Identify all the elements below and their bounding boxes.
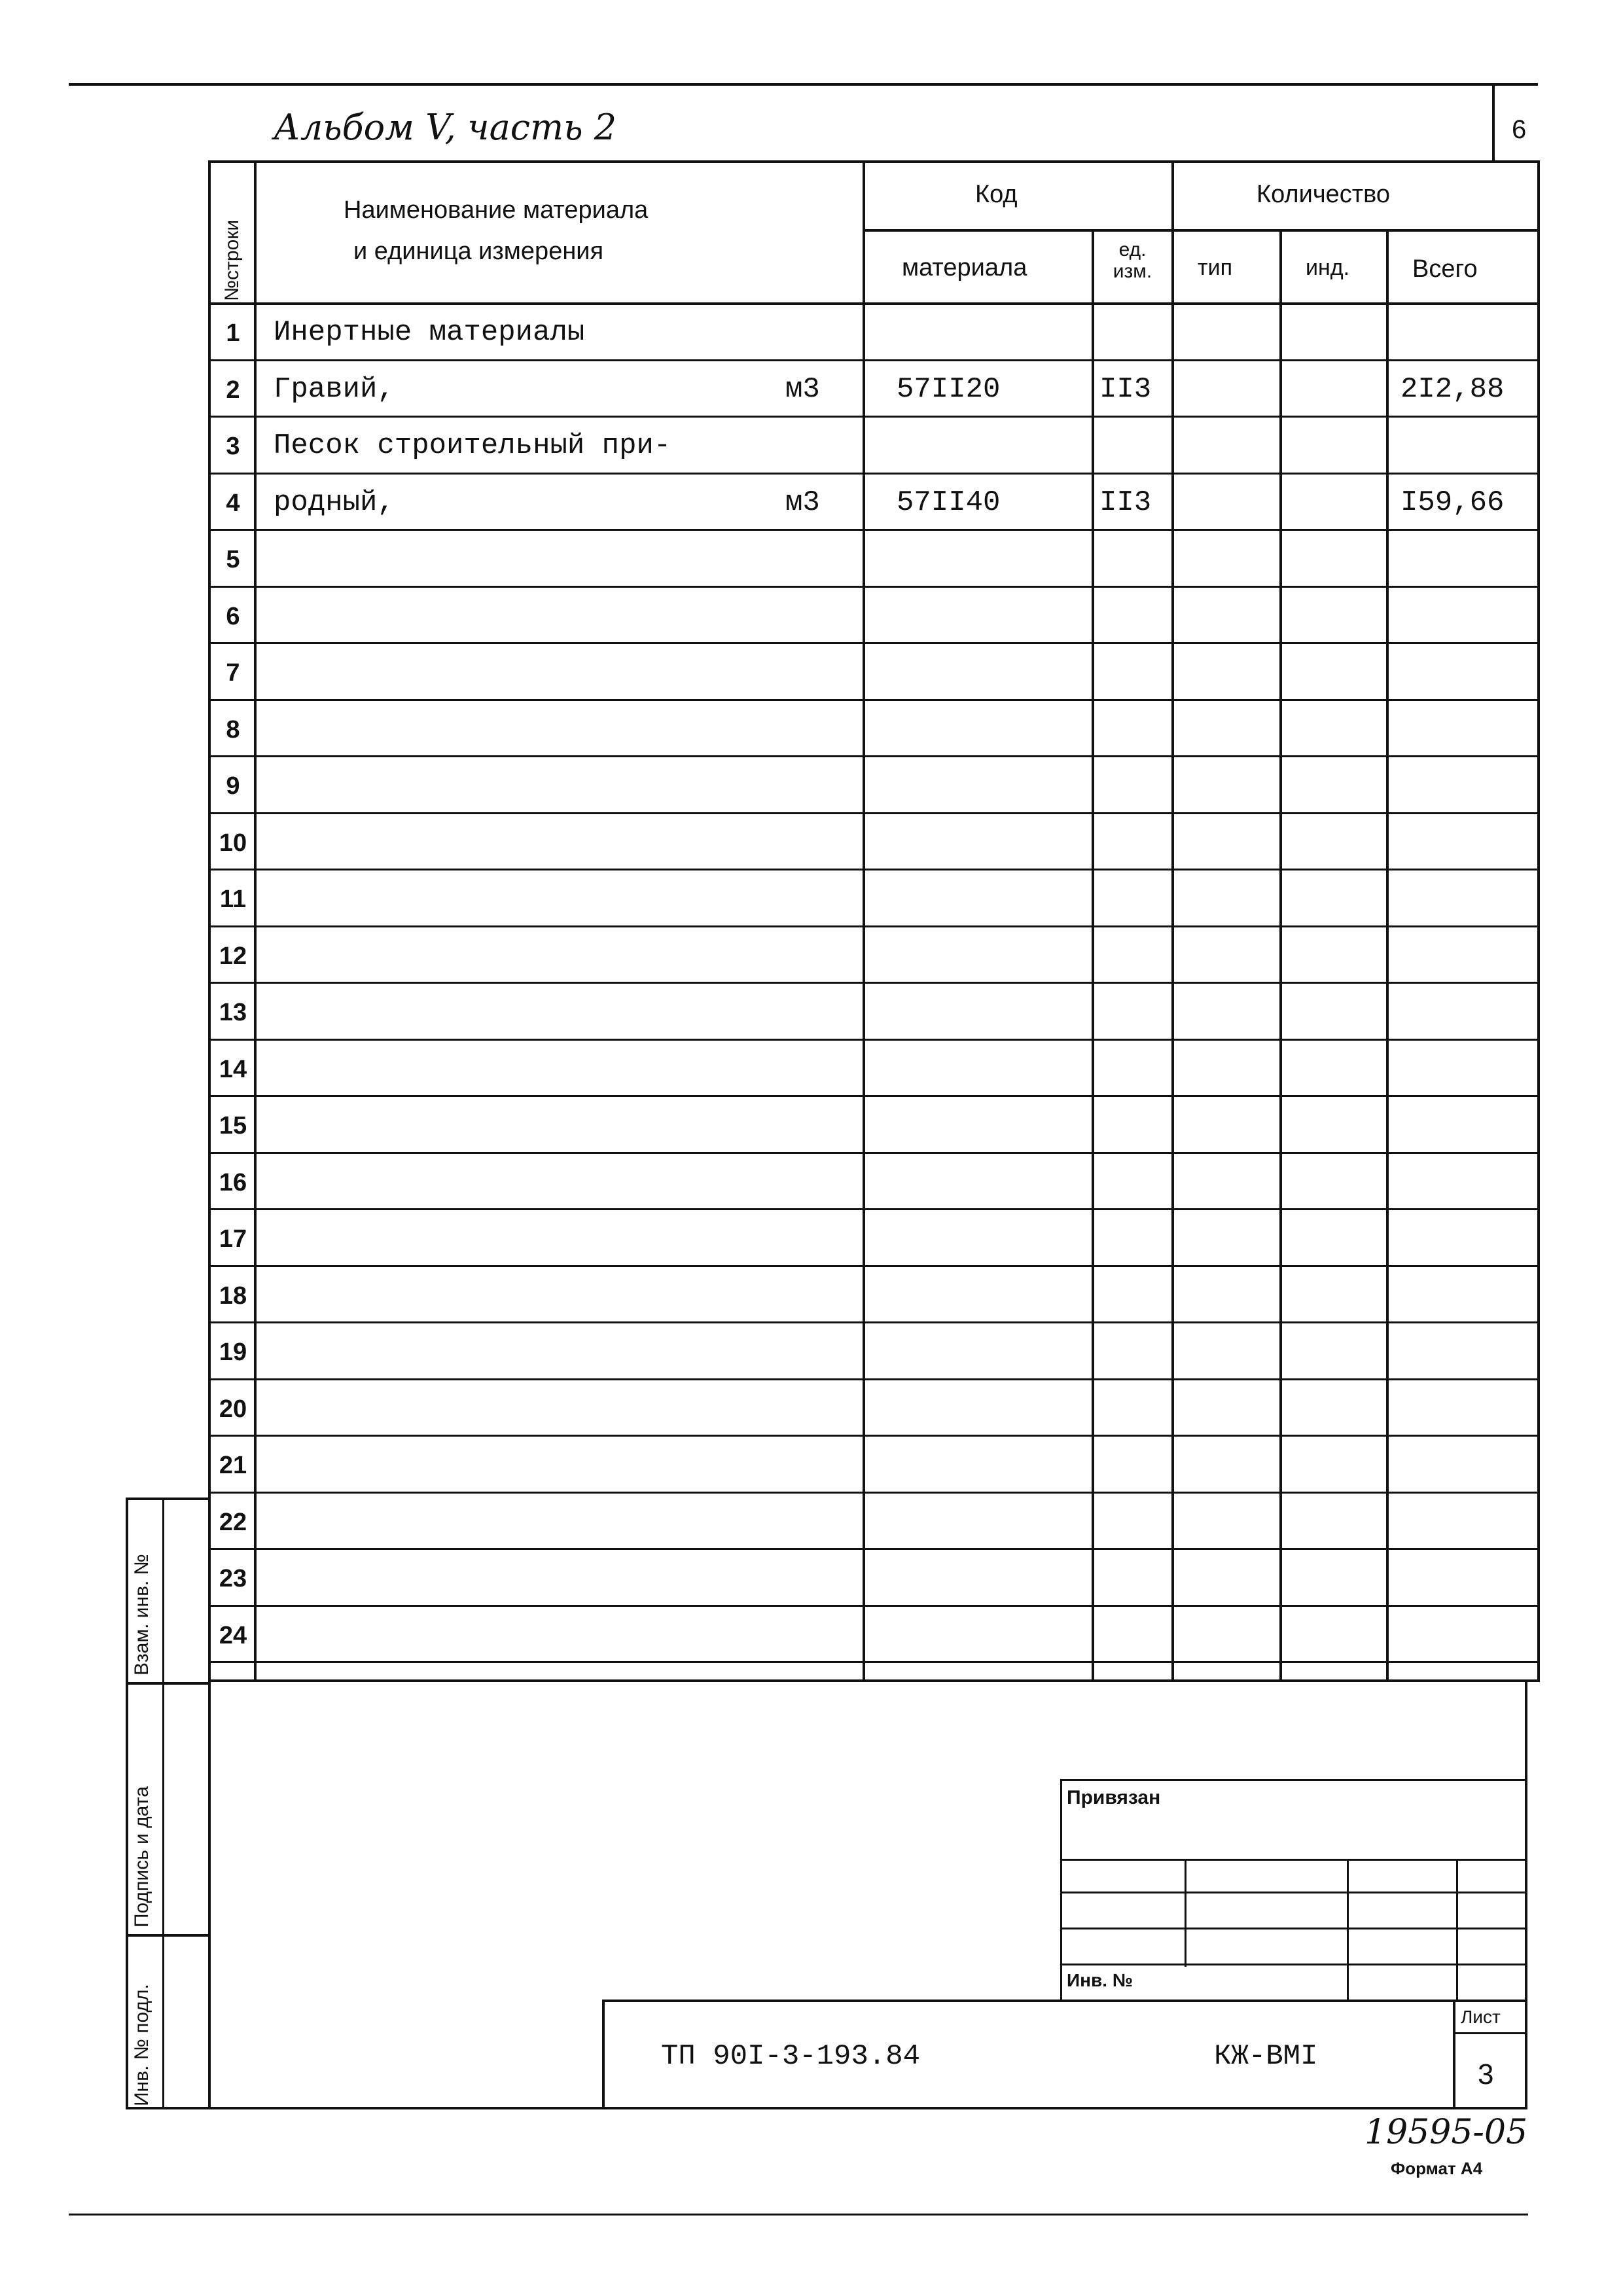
- privyazan-col-3: [1456, 1859, 1458, 2001]
- row-line: [208, 642, 1540, 644]
- material-name: родный,: [274, 486, 395, 519]
- row-number: 18: [219, 1282, 247, 1310]
- col-name-header: Наименование материала: [344, 196, 649, 224]
- row-line: [208, 416, 1540, 418]
- unit-code: II3: [1099, 373, 1152, 406]
- material-unit: м3: [785, 373, 820, 406]
- row-line: [208, 1378, 1540, 1380]
- col-line-6: [1386, 229, 1389, 1682]
- row-number: 8: [226, 716, 240, 744]
- col-row-no-header: №строки: [221, 219, 243, 301]
- material-unit: м3: [785, 486, 820, 519]
- col-line-1: [254, 160, 257, 1682]
- doc-mark: КЖ-ВМI: [1214, 2040, 1318, 2073]
- row-line: [208, 1321, 1540, 1323]
- inv-no-label: Инв. №: [1067, 1970, 1133, 1990]
- row-number: 12: [219, 942, 247, 970]
- row-line: [208, 1435, 1540, 1437]
- col-code-unit-header: ед. изм.: [1113, 239, 1152, 282]
- col-qty-header: Количество: [1257, 181, 1391, 208]
- col-line-3: [1092, 229, 1094, 1682]
- row-line: [208, 869, 1540, 870]
- row-line: [208, 1605, 1540, 1607]
- row-line: [208, 1152, 1540, 1154]
- row-number: 5: [226, 546, 240, 573]
- privyazan-col-1: [1185, 1859, 1186, 1967]
- list-label: Лист: [1461, 2007, 1501, 2027]
- row-number: 1: [226, 319, 240, 347]
- privyazan-col-2: [1347, 1859, 1349, 2001]
- quantity-total: I59,66: [1400, 486, 1505, 519]
- row-line: [208, 529, 1540, 531]
- row-number: 23: [219, 1565, 247, 1592]
- col-name-header-2: и единица измерения: [353, 238, 604, 265]
- page-corner-number: 6: [1512, 115, 1527, 144]
- material-name: Песок строительный при-: [274, 429, 671, 462]
- privyazan-label: Привязан: [1067, 1787, 1161, 1808]
- corner-box-line: [1492, 83, 1495, 162]
- row-line: [208, 1265, 1540, 1267]
- side-stamp-divider: [162, 1498, 164, 2109]
- unit-code: II3: [1099, 486, 1152, 519]
- quantity-total: 2I2,88: [1400, 373, 1505, 406]
- side-vzam-label: Взам. инв. №: [131, 1554, 152, 1676]
- material-name: Гравий,: [274, 373, 395, 406]
- handwritten-number: 19595-05: [1364, 2113, 1528, 2152]
- row-number: 22: [219, 1509, 247, 1536]
- col-qty-total-header: Всего: [1412, 255, 1478, 283]
- row-number: 7: [226, 659, 240, 687]
- row-number: 14: [219, 1056, 247, 1083]
- row-number: 17: [219, 1225, 247, 1253]
- col-qty-type-header: тип: [1198, 255, 1232, 280]
- row-line: [208, 1208, 1540, 1210]
- row-number: 15: [219, 1112, 247, 1139]
- row-line: [208, 586, 1540, 588]
- col-qty-ind-header: инд.: [1306, 255, 1350, 280]
- row-number: 6: [226, 603, 240, 630]
- col-line-5: [1279, 229, 1282, 1682]
- row-line: [208, 982, 1540, 984]
- row-number: 16: [219, 1169, 247, 1196]
- bottom-border: [69, 2214, 1528, 2215]
- side-podpis-label: Подпись и дата: [131, 1786, 152, 1928]
- row-number: 11: [219, 886, 247, 913]
- header-bottom: [208, 302, 1540, 305]
- row-line: [208, 699, 1540, 701]
- row-number: 19: [219, 1338, 247, 1366]
- row-number: 21: [219, 1452, 247, 1479]
- row-line: [208, 812, 1540, 814]
- row-line: [208, 925, 1540, 927]
- format-label: Формат А4: [1391, 2159, 1483, 2178]
- row-number: 10: [219, 829, 247, 857]
- material-code: 57II40: [897, 486, 1001, 519]
- top-border: [69, 83, 1538, 86]
- list-divider: [1453, 2032, 1527, 2034]
- row-number: 24: [219, 1622, 247, 1649]
- row-number: 2: [226, 376, 240, 404]
- doc-code: ТП 90I-3-193.84: [661, 2040, 921, 2073]
- row-number: 4: [226, 490, 240, 517]
- row-line: [208, 1039, 1540, 1041]
- row-line: [208, 359, 1540, 361]
- row-line: [208, 1492, 1540, 1494]
- row-number: 20: [219, 1395, 247, 1423]
- col-code-header: Код: [975, 181, 1018, 208]
- material-code: 57II20: [897, 373, 1001, 406]
- header-subdivider: [863, 229, 1540, 232]
- col-code-material-header: материала: [902, 254, 1027, 281]
- side-inv-podl-label: Инв. № подл.: [131, 1984, 152, 2106]
- col-line-4: [1171, 160, 1174, 1682]
- list-number: 3: [1478, 2058, 1494, 2090]
- row-number: 9: [226, 772, 240, 800]
- lower-left-line: [208, 1682, 211, 2109]
- material-name: Инертные материалы: [274, 316, 585, 349]
- row-number: 13: [219, 999, 247, 1026]
- album-title: Альбом V, часть 2: [274, 107, 617, 148]
- row-line: [208, 1548, 1540, 1550]
- col-line-2: [863, 160, 865, 1682]
- list-col-line: [1453, 2000, 1455, 2109]
- row-number: 3: [226, 433, 240, 460]
- row-line: [208, 755, 1540, 757]
- row-line: [208, 1661, 1540, 1663]
- row-line: [208, 473, 1540, 475]
- main-table: [208, 160, 1540, 1682]
- row-line: [208, 1095, 1540, 1097]
